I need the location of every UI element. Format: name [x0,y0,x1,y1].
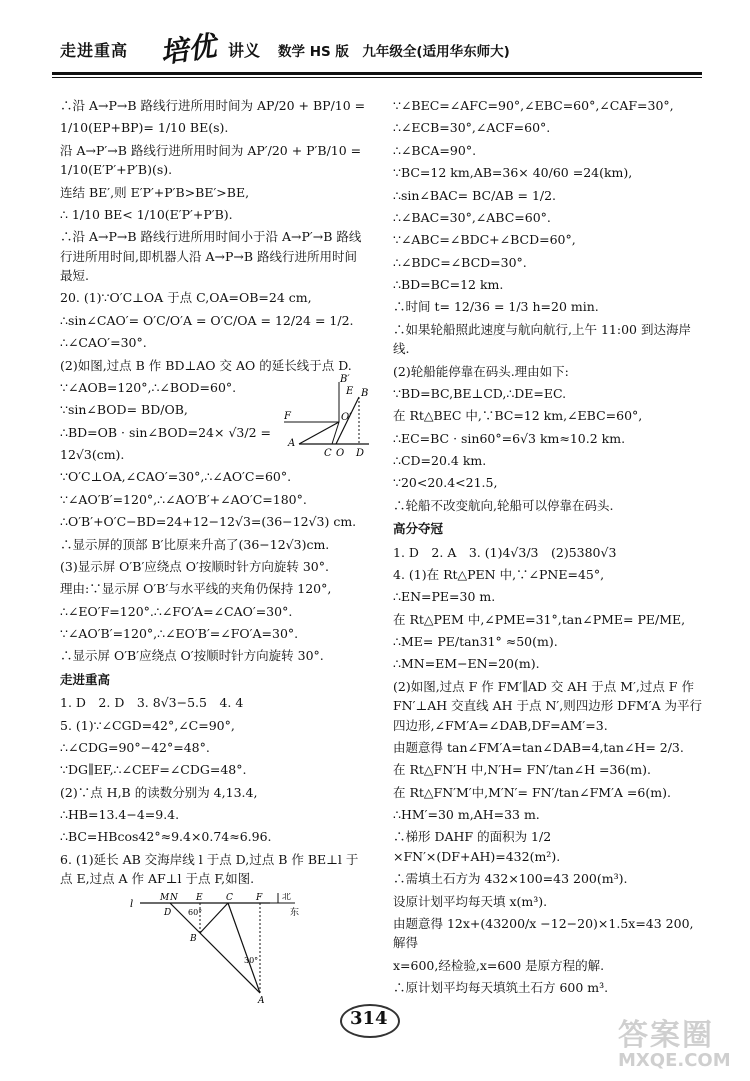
fig-label: 北 [282,892,292,902]
fig-label: 东 [290,907,300,918]
text-line: ∴sin∠CAO′= O′C/O′A = O′C/OA = 12/24 = 1/2. [60,312,354,328]
fig-label: F [284,410,291,422]
page-number: 314 [350,1008,388,1029]
text-line: ∴BD=BC=12 km. [393,277,504,292]
fig-label: O′ [341,411,352,423]
text-line: ∵BD=BC,BE⊥CD,∴DE=EC. [393,385,567,401]
text-line: ∴O′B′+O′C−BD=24+12−12√3=(36−12√3) cm. [60,514,357,530]
text-line: ∴∠BCA=90°. [393,142,477,158]
text-line: ∴∠BDC=∠BCD=30°. [393,254,527,270]
text-line: (3)显示屏 O′B′应绕点 O′按顺时针方向旋转 30°. [60,558,329,574]
text-line: ∴HB=13.4−4=9.4. [60,807,180,822]
figure-coastline [130,893,330,1003]
text-line: 由题意得 12x+(43200/x −12−20)×1.5x=43 200,解得 [393,915,694,951]
text-line: ∴MN=EM−EN=20(m). [393,656,540,672]
text-line: ∵∠AO′B′=120°,∴∠AO′B′+∠AO′C=180°. [60,491,307,507]
fig-label: 60° [188,907,203,917]
fig-label: E [346,385,354,397]
fig-label: D [356,447,365,459]
text-line: ∴HM′=30 m,AH=33 m. [393,807,540,822]
section-heading: 走进重高 [60,671,111,687]
fig-label: C [324,447,332,459]
left-column [60,96,369,1007]
text-line: 设原计划平均每天填 x(m³). [393,893,548,909]
text-line: ∴沿 A→P→B 路线行进所用时间为 AP/20 + BP/10 = [60,98,366,113]
text-line: 5. (1)∵∠CGD=42°,∠C=90°, [60,717,235,733]
text-line: 理由:∵显示屏 O′B′与水平线的夹角仍保持 120°, [60,581,332,597]
text-line: ∵∠AO′B′=120°,∴∠EO′B′=∠FO′A=30°. [60,626,299,641]
page-header [52,28,702,68]
watermark-text: 答案圈 [618,1018,714,1053]
text-line: 20. (1)∵O′C⊥OA 于点 C,OA=OB=24 cm, [60,290,312,306]
fig-label: N [170,892,178,903]
text-line: ∴梯形 DAHF 的面积为 1/2 ×FN′×(DF+AH)=432(m²). [393,829,561,864]
text-line: ∴ME= PE/tan31° ≈50(m). [393,634,558,649]
text-line: ∴EN=PE=30 m. [393,589,496,605]
fig-label: E [196,892,203,903]
text-line: (2)轮船能停靠在码头.理由如下: [393,363,569,379]
header-grade: 数学 HS 版 九年级全(适用华东师大) [278,44,510,60]
watermark-url: MXQE.COM [618,1050,731,1071]
text-line: ∴轮船不改变航向,轮船可以停靠在码头. [393,497,614,513]
text-line: ∴∠EO′F=120°.∴∠FO′A=∠CAO′=30°. [60,603,293,619]
text-line: 由题意得 tan∠FM′A=tan∠DAB=4,tan∠H= 2/3. [393,739,684,755]
text-line: ∴EC=BC · sin60°=6√3 km≈10.2 km. [393,430,626,446]
text-line: ∴sin∠BAC= BC/AB = 1/2. [393,187,557,203]
text-line: ∴BC=HBcos42°≈9.4×0.74≈6.96. [60,829,272,845]
text-line: ∴ 1/10 BE< 1/10(E′P′+P′B). [60,206,233,222]
text-line: (2)如图,过点 F 作 FM′∥AD 交 AH 于点 M′,过点 F 作 FN′⊥AH 交直线 AH 于点 N′,则四边形 DFM′A 为平行四边形,∠FM′A=∠DAB,DF=AM′=3. [393,678,703,733]
text-line: ∵∠ABC=∠BDC+∠BCD=60°, [393,232,576,248]
text-line: x=600,经检验,x=600 是原方程的解. [393,957,605,973]
text-line: ∴BD=OB · sin∠BOD=24× √3/2 = [60,424,271,440]
fig-label: B [361,387,369,399]
header-rule [52,72,702,75]
fig-label: l [130,898,134,910]
text-line: ∴显示屏 O′B′应绕点 O′按顺时针方向旋转 30°. [60,648,324,664]
fig-label: C [226,892,233,903]
header-sub: 讲义 [228,41,261,60]
text-line: 在 Rt△BEC 中,∵BC=12 km,∠EBC=60°, [393,408,643,424]
fig-label: B′ [340,373,350,385]
fig-line [200,903,228,933]
text-line: ∴如果轮船照此速度与航向航行,上午 11:00 到达海岸线. [393,321,691,357]
fig-label: A [258,995,265,1003]
text-line: 在 Rt△PEM 中,∠PME=31°,tan∠PME= PE/ME, [393,611,686,627]
figure-display-screen [284,372,374,472]
text-line: 4. (1)在 Rt△PEN 中,∵∠PNE=45°, [393,566,605,582]
text-line: 6. (1)延长 AB 交海岸线 l 于点 D,过点 B 作 BE⊥l 于点 E,过点 A 作 AF⊥l 于点 F,如图. [60,851,359,887]
text-line: ∵DG∥EF,∴∠CEF=∠CDG=48°. [60,762,247,778]
text-line: ∴原计划平均每天填筑土石方 600 m³. [393,980,609,995]
text-line: ∵BC=12 km,AB=36× 40/60 =24(km), [393,165,633,181]
text-line: 沿 A→P′→B 路线行进所用时间为 AP′/20 + P′B/10 = 1/10(E′P′+P′B)(s). [60,142,362,178]
watermark [598,1008,748,1078]
fig-label: M [160,892,170,903]
header-logo: 培优 [158,29,219,70]
text-line: ∴时间 t= 12/36 = 1/3 h=20 min. [393,299,599,315]
fig-label: D [164,907,172,918]
text-line: (2)∵点 H,B 的读数分别为 4,13.4, [60,784,258,800]
text-line: 在 Rt△FN′H 中,N′H= FN′/tan∠H =36(m). [393,762,651,778]
text-line: ∴CD=20.4 km. [393,453,487,468]
text-line: ∴∠ECB=30°,∠ACF=60°. [393,120,551,136]
fig-label: F [256,892,263,903]
text-line: ∵∠BEC=∠AFC=90°,∠EBC=60°,∠CAF=30°, [393,98,674,113]
text-line: ∵sin∠BOD= BD/OB, [60,402,188,418]
fig-label: B [190,933,197,944]
fig-label: O [336,447,345,459]
text-line: ∴需填土石方为 432×100=43 200(m³). [393,871,628,887]
text-line: 1/10(EP+BP)= 1/10 BE(s). [60,120,229,136]
text-line: ∴∠BAC=30°,∠ABC=60°. [393,209,551,225]
page-footer [330,1004,470,1054]
fig-line [228,903,260,993]
text-line: (2)如图,过点 B 作 BD⊥AO 交 AO 的延长线于点 D. [60,357,352,373]
right-column [393,96,705,1000]
text-line: ∴∠CAO′=30°. [60,335,147,351]
header-rule-thin [52,77,702,78]
text-line: 12√3(cm). [60,447,125,462]
text-line: ∴沿 A→P→B 路线行进所用时间小于沿 A→P′→B 路线行进所用时间,即机器人沿 A→P→B 路线行进所用时间最短. [60,229,362,283]
text-line: ∵20<20.4<21.5, [393,475,498,491]
text-line: ∴显示屏的顶部 B′比原来升高了(36−12√3)cm. [60,536,330,552]
text-line: 在 Rt△FN′M′中,M′N′= FN′/tan∠FM′A =6(m). [393,784,671,800]
section-heading: 高分夺冠 [393,521,444,537]
text-line: 1. D 2. A 3. (1)4√3/3 (2)5380√3 [393,544,617,560]
header-title: 走进重高 [60,41,129,60]
text-line: ∵∠AOB=120°,∴∠BOD=60°. [60,379,237,395]
fig-label: A [288,437,296,449]
text-line: ∵O′C⊥OA,∠CAO′=30°,∴∠AO′C=60°. [60,469,292,485]
text-line: ∴∠CDG=90°−42°=48°. [60,739,210,755]
text-line: 连结 BE′,则 E′P′+P′B>BE′>BE, [60,184,250,200]
fig-label: 30° [244,955,259,965]
text-line: 1. D 2. D 3. 8√3−5.5 4. 4 [60,695,244,711]
